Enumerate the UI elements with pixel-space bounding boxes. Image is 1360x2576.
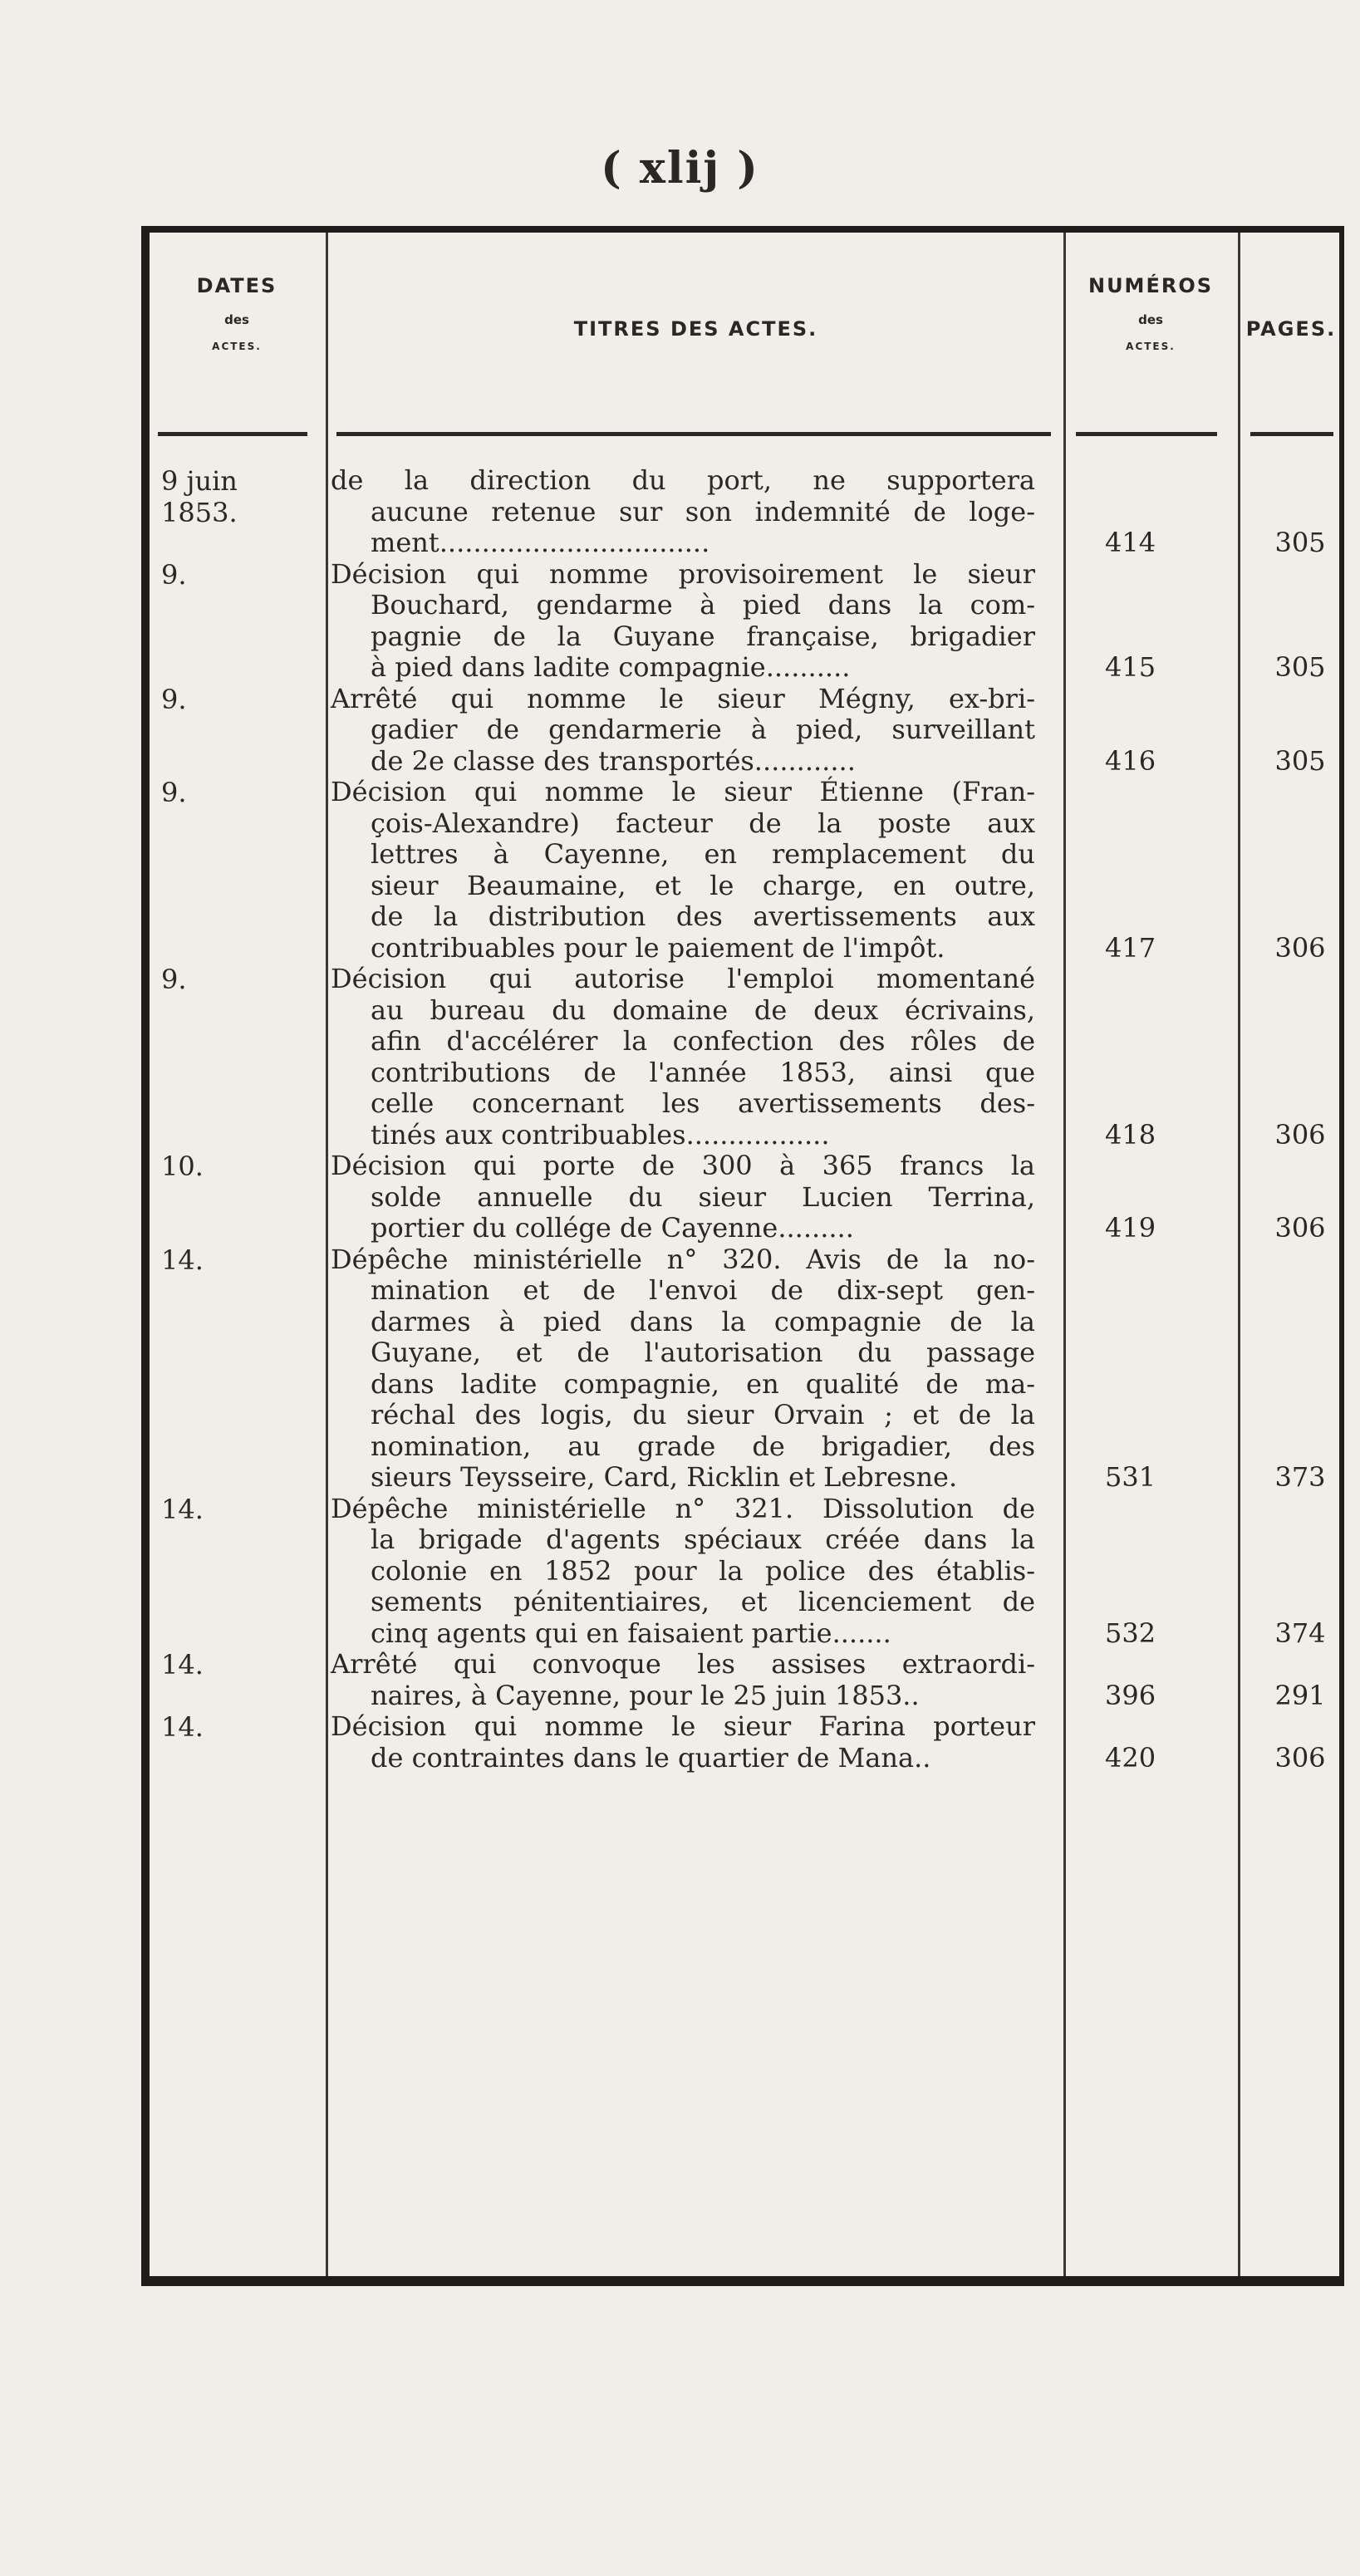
table-row — [150, 1711, 1338, 1774]
row-title — [331, 465, 1035, 559]
row-title-line: solde annuelle du sieur Lucien Terrina, — [371, 1180, 1035, 1213]
row-title-line: Décision qui nomme le sieur Étienne (Fran- — [331, 776, 1035, 807]
header-numbers-line: ACTES. — [1126, 341, 1176, 352]
row-title-line: Décision qui porte de 300 à 365 francs la — [331, 1150, 1035, 1181]
table-row — [150, 465, 1338, 559]
header-dates-line: des — [224, 312, 249, 327]
row-title-line: tinés aux contribuables................. — [371, 1118, 830, 1151]
row-title-line: Arrêté qui nomme le sieur Mégny, ex-bri- — [331, 682, 1035, 714]
row-title-line: Décision qui autorise l'emploi momentané — [331, 963, 1035, 994]
row-title-line: contribuables pour le paiement de l'impôt. — [371, 931, 945, 964]
row-page-number: 291 — [1274, 1679, 1326, 1711]
header-rule — [1076, 432, 1217, 436]
row-date-line: 9. — [161, 777, 187, 808]
row-title-line: lettres à Cayenne, en remplacement du — [371, 838, 1035, 870]
row-date-line: 14. — [161, 1649, 204, 1681]
row-title-line: à pied dans ladite compagnie.......... — [371, 651, 851, 683]
row-title-line: réchal des logis, du sieur Orvain ; et de la — [371, 1399, 1035, 1430]
row-date — [161, 1151, 327, 1182]
row-title-line: au bureau du domaine de deux écrivains, — [371, 994, 1035, 1026]
row-date-line: 9. — [161, 683, 187, 715]
row-title-line: Dépêche ministérielle n° 320. Avis de la no- — [331, 1243, 1035, 1275]
row-page-number: 305 — [1274, 651, 1326, 683]
row-page-number: 306 — [1274, 1212, 1326, 1244]
table-row — [150, 559, 1338, 684]
row-act-number: 417 — [1105, 931, 1156, 964]
row-page-number: 306 — [1274, 1118, 1326, 1151]
row-date-line: 10. — [161, 1151, 204, 1182]
header-pages: PAGES. — [1245, 317, 1337, 341]
row-act-number: 416 — [1105, 744, 1156, 777]
row-title-line: Bouchard, gendarme à pied dans la com- — [371, 589, 1035, 621]
row-title-line: de la distribution des avertissements aux — [371, 900, 1035, 932]
table-row — [150, 1244, 1338, 1494]
row-date-line: 1853. — [161, 497, 238, 528]
row-date-line: 14. — [161, 1244, 204, 1276]
header-numbers — [1068, 274, 1234, 352]
row-title-line: darmes à pied dans la compagnie de la — [371, 1305, 1035, 1337]
row-date-line: 9. — [161, 964, 187, 995]
header-rule — [1250, 432, 1333, 436]
page-number: ( xlij ) — [601, 143, 759, 194]
row-date-line: 14. — [161, 1711, 204, 1743]
header-rule — [336, 432, 1051, 436]
row-title — [331, 777, 1035, 964]
row-title-line: Arrêté qui convoque les assises extraordi- — [331, 1648, 1035, 1680]
table-row — [150, 1151, 1338, 1244]
row-title-line: sements pénitentiaires, et licenciement de — [371, 1586, 1035, 1617]
row-page-number: 374 — [1274, 1617, 1326, 1649]
row-title — [331, 1711, 1035, 1774]
row-date — [161, 465, 327, 528]
row-title-line: colonie en 1852 pour la police des établis- — [371, 1554, 1035, 1587]
row-act-number: 419 — [1105, 1212, 1156, 1244]
row-title — [331, 1494, 1035, 1650]
row-title-line: Décision qui nomme provisoirement le sieur — [331, 557, 1035, 590]
table-row — [150, 1649, 1338, 1711]
row-title-line: dans ladite compagnie, en qualité de ma- — [371, 1367, 1035, 1400]
row-act-number: 415 — [1105, 651, 1156, 683]
row-title-line: de 2e classe des transportés............ — [371, 744, 856, 777]
row-title-line: de la direction du port, ne supportera — [331, 464, 1035, 496]
row-title-line: celle concernant les avertissements des- — [371, 1087, 1035, 1119]
row-title-line: aucune retenue sur son indemnité de loge- — [371, 495, 1035, 527]
row-date — [161, 1711, 327, 1743]
row-act-number: 414 — [1105, 527, 1156, 558]
header-dates — [150, 274, 324, 352]
row-title-line: cinq agents qui en faisaient partie....... — [371, 1617, 891, 1649]
row-title-line: sieur Beaumaine, et le charge, en outre, — [371, 869, 1035, 901]
row-act-number: 396 — [1105, 1679, 1156, 1711]
row-page-number: 373 — [1274, 1461, 1326, 1493]
header-dates-line: ACTES. — [212, 341, 262, 352]
row-page-number: 306 — [1274, 931, 1326, 964]
row-title-line: Guyane, et de l'autorisation du passage — [371, 1337, 1035, 1368]
row-date — [161, 1494, 327, 1525]
row-date — [161, 777, 327, 808]
row-title — [331, 964, 1035, 1151]
row-title-line: portier du collége de Cayenne......... — [371, 1212, 854, 1244]
header-rule — [158, 432, 307, 436]
row-date — [161, 559, 327, 591]
row-date-line: 9. — [161, 558, 187, 591]
table-body — [150, 465, 1338, 1774]
row-page-number: 305 — [1274, 527, 1326, 558]
row-title-line: Décision qui nomme le sieur Farina porteur — [331, 1710, 1035, 1742]
row-title-line: gadier de gendarmerie à pied, surveillant — [371, 714, 1035, 745]
row-date — [161, 1244, 327, 1276]
row-title-line: çois-Alexandre) facteur de la poste aux — [371, 807, 1035, 839]
row-title-line: ment................................ — [371, 527, 710, 558]
row-date-line: 14. — [161, 1493, 204, 1525]
row-date-line: 9 juin — [161, 465, 238, 497]
row-page-number: 306 — [1274, 1741, 1326, 1774]
row-title — [331, 559, 1035, 684]
row-title — [331, 684, 1035, 778]
header-titles: TITRES DES ACTES. — [573, 317, 818, 341]
row-title-line: mination et de l'envoi de dix-sept gen- — [371, 1274, 1035, 1306]
row-page-number: 305 — [1274, 744, 1326, 777]
row-act-number: 531 — [1105, 1461, 1156, 1493]
table-row — [150, 1494, 1338, 1650]
row-title — [331, 1151, 1035, 1244]
header-numbers-line: NUMÉROS — [1088, 274, 1214, 297]
row-act-number: 418 — [1105, 1118, 1156, 1151]
header-dates-line: DATES — [196, 274, 277, 297]
row-title-line: sieurs Teysseire, Card, Ricklin et Lebresne. — [371, 1461, 958, 1493]
table-row — [150, 684, 1338, 778]
row-title-line: contributions de l'année 1853, ainsi que — [371, 1056, 1035, 1088]
row-title — [331, 1649, 1035, 1711]
row-date — [161, 964, 327, 995]
row-title-line: la brigade d'agents spéciaux créée dans la — [371, 1524, 1035, 1555]
row-title-line: pagnie de la Guyane française, brigadier — [371, 620, 1035, 652]
row-title-line: naires, à Cayenne, pour le 25 juin 1853.. — [371, 1679, 920, 1711]
row-title-line: afin d'accélérer la confection des rôles de — [371, 1025, 1035, 1057]
row-date — [161, 1649, 327, 1681]
row-title-line: de contraintes dans le quartier de Mana.. — [371, 1741, 931, 1774]
row-date — [161, 684, 327, 715]
row-title — [331, 1244, 1035, 1494]
row-act-number: 532 — [1105, 1617, 1156, 1649]
table-row — [150, 777, 1338, 964]
table-row — [150, 964, 1338, 1151]
row-act-number: 420 — [1105, 1741, 1156, 1774]
row-title-line: Dépêche ministérielle n° 321. Dissolution de — [331, 1492, 1035, 1524]
header-numbers-line: des — [1138, 312, 1163, 327]
row-title-line: nomination, au grade de brigadier, des — [371, 1430, 1035, 1462]
